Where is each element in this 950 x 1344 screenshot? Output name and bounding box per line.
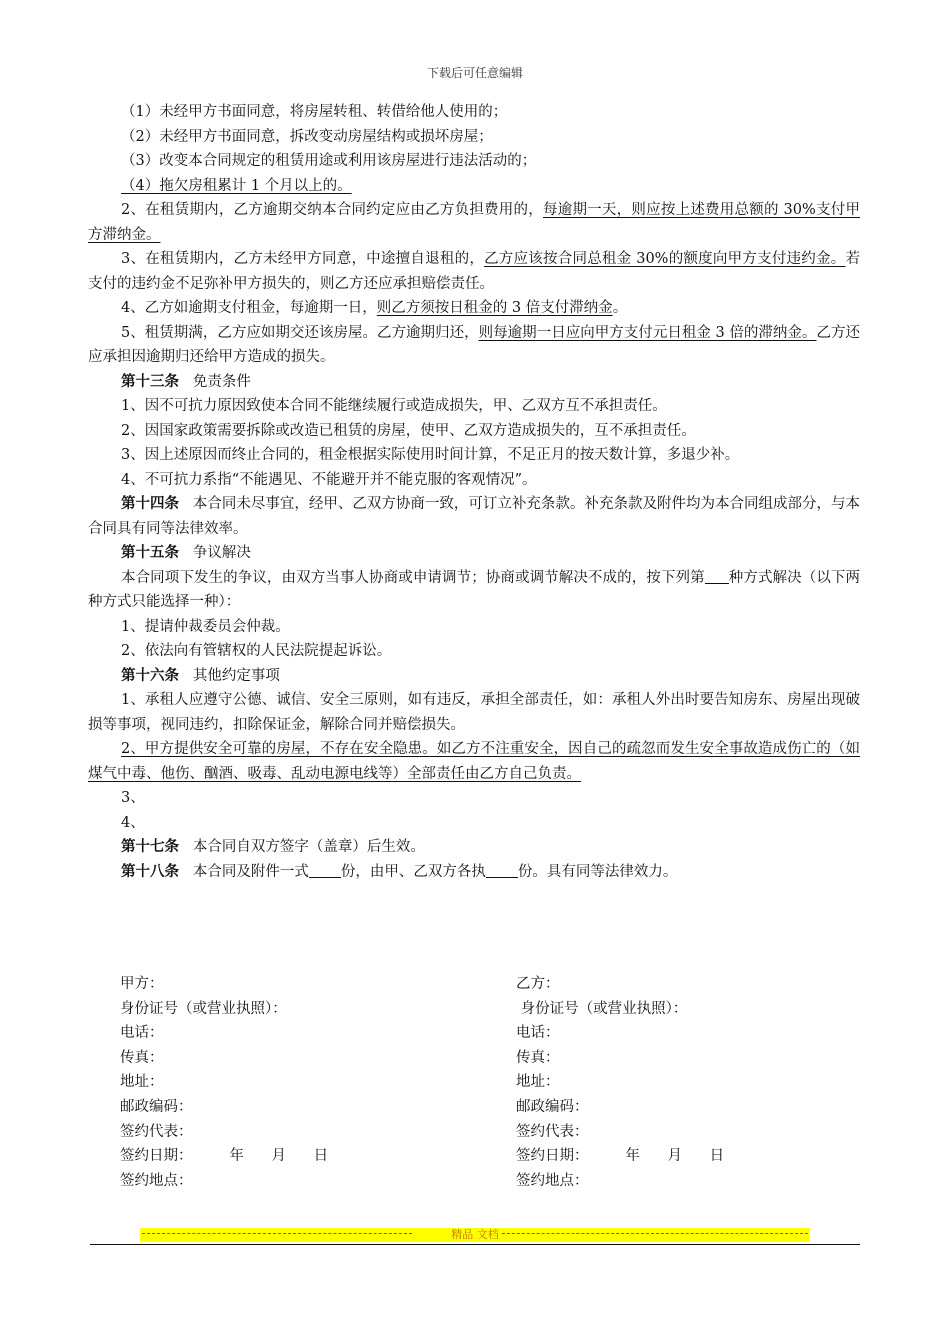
penalty-4-underlined: 则乙方须按日租金的 3 倍支付滞纳金 bbox=[376, 300, 613, 316]
party-a-address-label: 地址： bbox=[120, 1074, 164, 1091]
penalty-3-tail: 若支付的违约金不足弥补甲方损失的，则乙方还应承担赔偿责任。 bbox=[88, 251, 860, 292]
penalty-3-underlined: 乙方应该按合同总租金 30%的额度向甲方支付违约金。 bbox=[484, 251, 846, 267]
article-16-subject: 其他约定事项 bbox=[192, 667, 280, 684]
party-b-date-label: 签约日期： 年 月 日 bbox=[516, 1148, 725, 1165]
party-a-date-label: 签约日期： 年 月 日 bbox=[120, 1148, 329, 1165]
party-b-place-label: 签约地点： bbox=[516, 1172, 589, 1189]
clause-item-1: （1）未经甲方书面同意，将房屋转租、转借给他人使用的； bbox=[121, 104, 508, 120]
contract-body bbox=[88, 100, 860, 884]
article-16-line-2-text: 2、甲方提供安全可靠的房屋，不存在安全隐患。如乙方不注重安全，因自己的疏忽而发生安全事故造成伤亡的（如煤气中毒、他伤、酗酒、吸毒、乱动电源电线等）全部责任由乙方自己负责。 bbox=[88, 741, 860, 782]
penalty-5-text: 5、租赁期满，乙方应如期交还该房屋。乙方逾期归还， bbox=[121, 324, 479, 341]
article-16-title: 第十六条 bbox=[121, 666, 179, 684]
party-a-postcode-label: 邮政编码： bbox=[120, 1098, 193, 1115]
article-18-text-c: 份。具有同等法律效力。 bbox=[517, 863, 678, 880]
party-b-label: 乙方： bbox=[516, 976, 560, 992]
article-16-heading bbox=[88, 664, 860, 689]
article-16-line-4: 4、 bbox=[121, 814, 145, 831]
party-a-place-label: 签约地点： bbox=[120, 1172, 193, 1189]
article-15-option-2: 2、依法向有管辖权的人民法院提起诉讼。 bbox=[121, 643, 392, 659]
party-a-label: 甲方： bbox=[120, 976, 164, 992]
article-13-line-4: 4、不可抗力系指“不能遇见、不能避开并不能克服的客观情况”。 bbox=[121, 471, 537, 488]
article-15-text-b: 种方式解决（以下两种方式只能选择一种）： bbox=[88, 569, 860, 610]
article-14 bbox=[88, 492, 860, 541]
party-b-column bbox=[516, 972, 724, 1193]
article-18-title: 第十八条 bbox=[121, 862, 179, 880]
party-b-rep-label: 签约代表： bbox=[516, 1123, 589, 1140]
penalty-5-underlined: 则每逾期一日应向甲方支付元日租金 3 倍的滞纳金。 bbox=[478, 324, 817, 341]
clause-item-3: （3）改变本合同规定的租赁用途或利用该房屋进行违法活动的； bbox=[121, 153, 537, 169]
article-17 bbox=[88, 835, 860, 860]
penalty-4-text: 4、乙方如逾期支付租金，每逾期一日， bbox=[121, 300, 377, 316]
penalty-clause-2 bbox=[88, 198, 860, 247]
article-13-title: 第十三条 bbox=[121, 372, 179, 390]
copies-blank bbox=[309, 863, 341, 878]
article-15-heading bbox=[88, 541, 860, 566]
article-15-option-1: 1、提请仲裁委员会仲裁。 bbox=[121, 618, 290, 635]
article-17-title: 第十七条 bbox=[121, 838, 179, 855]
party-b-fax-label: 传真： bbox=[516, 1049, 560, 1066]
party-a-rep-label: 签约代表： bbox=[120, 1123, 193, 1140]
article-15-text-a: 本合同项下发生的争议，由双方当事人协商或申请调节；协商或调节解决不成的，按下列第 bbox=[121, 569, 705, 586]
article-15-title: 第十五条 bbox=[121, 544, 179, 561]
penalty-4-tail: 。 bbox=[612, 300, 628, 316]
party-b-id-label: 身份证号（或营业执照）： bbox=[516, 1000, 688, 1017]
article-18 bbox=[88, 860, 860, 885]
article-13-subject: 免责条件 bbox=[192, 373, 251, 390]
article-13-line-3: 3、因上述原因而终止合同的，租金根据实际使用时间计算，不足正月的按天数计算，多退少补。 bbox=[121, 447, 740, 463]
party-a-phone-label: 电话： bbox=[120, 1025, 164, 1042]
party-a-column bbox=[120, 972, 328, 1193]
article-17-text: 本合同自双方签字（盖章）后生效。 bbox=[192, 839, 425, 855]
article-13-line-2: 2、因国家政策需要拆除或改造已租赁的房屋，使甲、乙双方造成损失的，互不承担责任。 bbox=[121, 422, 696, 439]
clause-item-2: （2）未经甲方书面同意，拆改变动房屋结构或损坏房屋； bbox=[121, 128, 493, 145]
article-14-text: 本合同未尽事宜，经甲、乙双方协商一致，可订立补充条款。补充条款及附件均为本合同组成部分，与本合同具有同等法律效率。 bbox=[88, 496, 861, 537]
article-13-line-1: 1、因不可抗力原因致使本合同不能继续履行或造成损失，甲、乙双方互不承担责任。 bbox=[121, 398, 667, 414]
article-16-line-1: 1、承租人应遵守公德、诚信、安全三原则，如有违反，承担全部责任，如：承租人外出时要告知房东、房屋出现破损等事项，视同违约，扣除保证金，解除合同并赔偿损失。 bbox=[88, 692, 860, 733]
party-b-address-label: 地址： bbox=[516, 1074, 560, 1091]
article-13-heading bbox=[88, 370, 860, 395]
penalty-2-underlined: 每逾期一天，则应按上述费用总额的 30%支付甲方滞纳金。 bbox=[88, 202, 860, 243]
party-a-fax-label: 传真： bbox=[120, 1049, 164, 1066]
page-header: 下载后可任意编辑 bbox=[426, 66, 523, 80]
penalty-2-text: 2、在租赁期内，乙方逾期交纳本合同约定应由乙方负担费用的， bbox=[121, 202, 543, 218]
article-16-line-2 bbox=[88, 737, 860, 786]
article-15-subject: 争议解决 bbox=[192, 545, 251, 561]
party-b-postcode-label: 邮政编码： bbox=[516, 1098, 589, 1115]
footer-watermark-text: 精品 文档 bbox=[451, 1228, 499, 1241]
article-18-text-b: 份，由甲、乙双方各执 bbox=[340, 863, 486, 880]
penalty-5-tail: 乙方还应承担因逾期归还给甲方造成的损失。 bbox=[88, 324, 860, 365]
penalty-3-text: 3、在租赁期内，乙方未经甲方同意，中途擅自退租的， bbox=[121, 251, 485, 267]
article-16-line-3: 3、 bbox=[121, 790, 145, 806]
article-15-text bbox=[88, 566, 860, 615]
clause-item-4-text: （4）拖欠房租累计 1 个月以上的。 bbox=[121, 177, 352, 194]
penalty-clause-5 bbox=[88, 321, 860, 370]
article-18-text-a: 本合同及附件一式 bbox=[192, 863, 309, 880]
penalty-clause-3 bbox=[88, 247, 860, 296]
method-blank bbox=[705, 569, 729, 584]
party-a-id-label: 身份证号（或营业执照）： bbox=[120, 1000, 287, 1017]
footer-rule bbox=[90, 1244, 860, 1245]
each-copies-blank bbox=[486, 863, 518, 878]
penalty-clause-4 bbox=[88, 296, 860, 321]
article-14-title: 第十四条 bbox=[121, 495, 180, 512]
party-b-phone-label: 电话： bbox=[516, 1025, 560, 1042]
clause-item-4 bbox=[88, 174, 860, 199]
